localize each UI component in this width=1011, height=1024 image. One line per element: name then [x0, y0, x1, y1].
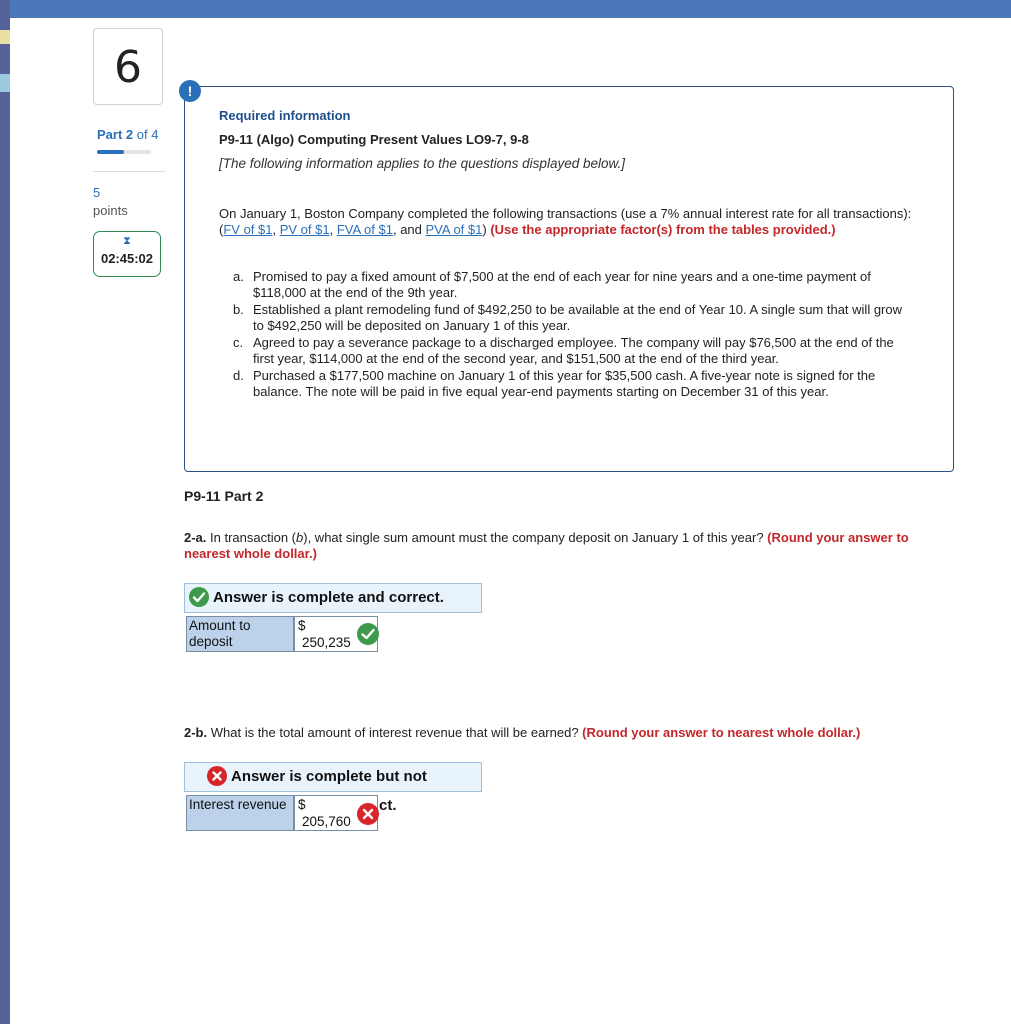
left-navigation-strip [0, 0, 10, 1024]
link-pv-of-1[interactable]: PV of $1 [279, 222, 330, 237]
sidebar-divider [93, 171, 165, 172]
link-close-paren: ) [482, 222, 491, 237]
link-fv-of-1[interactable]: FV of $1 [223, 222, 273, 237]
currency-symbol: $ [298, 618, 306, 633]
question-2a-italic: b [296, 530, 304, 545]
list-item-letter: c. [233, 335, 244, 350]
link-separator: , and [392, 222, 426, 237]
list-item-letter: d. [233, 368, 244, 383]
points-label: points [93, 203, 128, 218]
timer-value: 02:45:02 [100, 251, 154, 266]
answer-value: 205,760 [302, 814, 351, 829]
hourglass-icon: ⧗ [123, 235, 131, 247]
question-2b-text: What is the total amount of interest revenue that will be earned? [207, 725, 583, 740]
part-of: of 4 [136, 127, 159, 142]
nav-marker-yellow [0, 30, 10, 44]
answer-status-text: Answer is complete and correct. [213, 589, 444, 606]
list-item-text: Promised to pay a fixed amount of $7,500 at the end of each year for nine years and a one-time payment of $118,000 at the end of the 9th year. [253, 269, 871, 300]
answer-value: 250,235 [302, 635, 351, 650]
points-value: 5 [93, 185, 101, 200]
answer-status-correct [184, 583, 482, 613]
question-2a-number: 2-a. [184, 530, 207, 545]
list-item-text: Agreed to pay a severance package to a discharged employee. The company will pay $76,500 at the end of the first year, $114,000 at the end of the second year, and $151,500 at the end of the third year. [253, 335, 894, 366]
part-progress-fill [97, 150, 124, 154]
list-item [233, 269, 913, 301]
problem-title: P9-11 (Algo) Computing Present Values LO9-7, 9-8 [219, 132, 529, 147]
list-item [233, 368, 913, 400]
part-progress-bar [97, 150, 151, 154]
list-item [233, 335, 913, 367]
nav-marker-blue [0, 74, 10, 92]
transaction-list [233, 269, 913, 401]
error-circle-icon [207, 766, 227, 786]
question-2a [184, 530, 924, 562]
currency-symbol: $ [298, 797, 306, 812]
answer-label: Interest revenue [186, 795, 294, 831]
question-2a-instruction: (Round your answer to nearest whole dollar.) [184, 530, 909, 561]
part-word: Part [97, 127, 123, 142]
answer-label: Amount to deposit [186, 616, 294, 652]
question-2b [184, 725, 974, 741]
interest-revenue-field[interactable] [294, 795, 378, 831]
list-item [233, 302, 913, 334]
part-indicator [97, 127, 158, 142]
list-item-letter: a. [233, 269, 244, 284]
question-2a-text-after: ), what single sum amount must the company deposit on January 1 of this year? [303, 530, 768, 545]
problem-note: [The following information applies to the questions displayed below.] [219, 156, 625, 171]
amount-to-deposit-field[interactable] [294, 616, 378, 652]
list-item-letter: b. [233, 302, 244, 317]
question-number: 6 [93, 28, 163, 105]
question-2a-text: In transaction ( [206, 530, 297, 545]
factor-instruction: (Use the appropriate factor(s) from the tables provided.) [490, 222, 836, 237]
required-info-heading: Required information [219, 108, 351, 123]
question-2b-number: 2-b. [184, 725, 208, 740]
link-separator: , [329, 222, 337, 237]
check-circle-icon [189, 587, 209, 607]
problem-intro [219, 206, 919, 238]
alert-icon: ! [179, 80, 201, 102]
link-separator: , [272, 222, 280, 237]
correct-check-icon [357, 623, 379, 645]
part-title: P9-11 Part 2 [184, 488, 264, 504]
list-item-text: Purchased a $177,500 machine on January 1 of this year for $35,500 cash. A five-year note is signed for the balance. The note will be paid in five equal year-end payments starting on December 31 of this year. [253, 368, 876, 399]
list-item-text: Established a plant remodeling fund of $492,250 to be available at the end of Year 10. A single sum that will grow to $492,250 will be deposited on January 1 of this year. [253, 302, 902, 333]
link-pva-of-1[interactable]: PVA of $1 [425, 222, 483, 237]
top-bar [0, 0, 1011, 18]
incorrect-x-icon [357, 803, 379, 825]
part-current: 2 [125, 127, 134, 142]
question-2b-instruction: (Round your answer to nearest whole dollar.) [582, 725, 861, 740]
link-fva-of-1[interactable]: FVA of $1 [336, 222, 393, 237]
answer-status-incorrect [184, 762, 482, 792]
timer-widget[interactable] [93, 231, 161, 277]
answer-status-text: Answer is complete but not [231, 768, 427, 785]
status-text-overflow: ct. [379, 797, 397, 814]
intro-text: On January 1, Boston Company completed the following transactions (use a 7% annual interest rate for all transactions): ( [219, 206, 912, 237]
